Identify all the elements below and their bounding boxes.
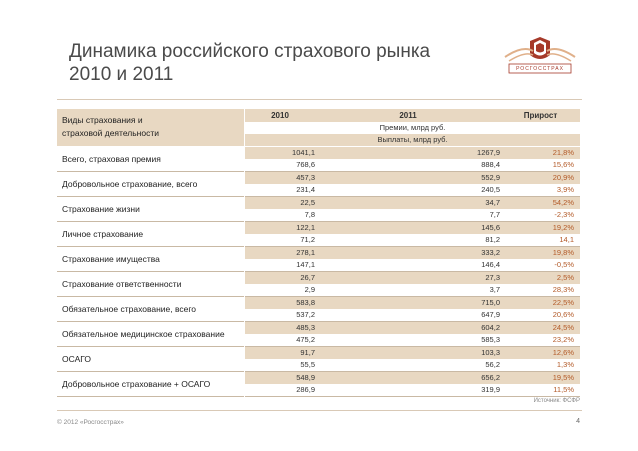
value-2010: 231,4 <box>296 185 315 194</box>
value-2010: 91,7 <box>300 348 315 357</box>
value-growth: -0,5% <box>554 260 574 269</box>
value-2010: 26,7 <box>300 273 315 282</box>
payments-subrow <box>245 384 580 397</box>
payments-subrow <box>245 309 580 322</box>
header-growth: Прирост <box>523 111 558 120</box>
value-2011: 27,3 <box>485 273 500 282</box>
value-2010: 475,2 <box>296 335 315 344</box>
row-label: Обязательное страхование, всего <box>57 297 244 322</box>
header-2011: 2011 <box>399 111 417 120</box>
value-2010: 1041,1 <box>292 148 315 157</box>
premiums-subrow <box>245 247 580 259</box>
row-label: Всего, страховая премия <box>57 147 244 172</box>
value-growth: 3,9% <box>556 185 574 194</box>
payments-subrow <box>245 334 580 347</box>
row-label: Страхование жизни <box>57 197 244 222</box>
table-row <box>57 347 580 372</box>
table-row <box>57 147 580 172</box>
value-growth: 20,6% <box>552 310 574 319</box>
header-left-line-1: Виды страхования и <box>62 115 143 125</box>
value-growth: 23,2% <box>552 335 574 344</box>
title-line-2: 2010 и 2011 <box>69 64 174 85</box>
subheader-premiums: Премии, млрд руб. <box>379 123 446 132</box>
value-2011: 56,2 <box>485 360 500 369</box>
value-2011: 146,4 <box>481 260 500 269</box>
value-growth: 1,3% <box>556 360 574 369</box>
value-growth: 14,1 <box>559 235 574 244</box>
value-2010: 71,2 <box>300 235 315 244</box>
page-number: 4 <box>576 418 580 425</box>
value-growth: 24,5% <box>552 323 574 332</box>
title-line-1: Динамика российского страхового рынка <box>69 41 431 62</box>
value-growth: 2,5% <box>556 273 574 282</box>
value-2011: 333,2 <box>481 248 500 257</box>
value-2011: 81,2 <box>485 235 500 244</box>
value-2010: 537,2 <box>296 310 315 319</box>
premiums-subrow <box>245 222 580 234</box>
row-label: Добровольное страхование, всего <box>57 172 244 197</box>
value-growth: 11,5% <box>553 385 574 394</box>
page-title <box>69 40 489 86</box>
value-2011: 656,2 <box>481 373 500 382</box>
value-2011: 103,3 <box>481 348 500 357</box>
value-2011: 34,7 <box>485 198 500 207</box>
table-row <box>57 172 580 197</box>
payments-subrow <box>245 159 580 172</box>
value-2010: 286,9 <box>296 385 315 394</box>
value-2010: 485,3 <box>296 323 315 332</box>
value-2011: 7,7 <box>489 210 500 219</box>
value-2010: 548,9 <box>296 373 315 382</box>
source-note: Источник: ФСФР <box>533 398 580 404</box>
value-2010: 147,1 <box>296 260 315 269</box>
top-divider <box>57 99 582 100</box>
value-2010: 2,9 <box>304 285 315 294</box>
payments-subrow <box>245 209 580 222</box>
value-2010: 457,3 <box>296 173 315 182</box>
row-label: Личное страхование <box>57 222 244 247</box>
value-2011: 604,2 <box>481 323 500 332</box>
value-2010: 122,1 <box>296 223 315 232</box>
premiums-subrow <box>245 147 580 159</box>
value-growth: 54,2% <box>552 198 574 207</box>
value-growth: 19,2% <box>552 223 574 232</box>
value-2011: 1267,9 <box>477 148 500 157</box>
value-2011: 145,6 <box>481 223 500 232</box>
payments-subrow <box>245 259 580 272</box>
value-growth: 28,3% <box>552 285 574 294</box>
header-insurance-types <box>57 109 244 146</box>
header-2010: 2010 <box>271 111 289 120</box>
table-row <box>57 297 580 322</box>
value-growth: 20,9% <box>552 173 574 182</box>
row-label: ОСАГО <box>57 347 244 372</box>
premiums-subrow <box>245 372 580 384</box>
header-left-line-2: страховой деятельности <box>62 128 159 138</box>
payments-subrow <box>245 359 580 372</box>
value-2011: 647,9 <box>481 310 500 319</box>
value-2010: 55,5 <box>300 360 315 369</box>
table-row <box>57 322 580 347</box>
value-growth: 12,6% <box>552 348 574 357</box>
value-growth: 19,8% <box>552 248 574 257</box>
table-row <box>57 222 580 247</box>
value-2011: 552,9 <box>481 173 500 182</box>
payments-subrow <box>245 234 580 247</box>
table-row <box>57 372 580 397</box>
value-growth: 15,6% <box>552 160 574 169</box>
header-values <box>245 109 580 146</box>
premiums-subrow <box>245 297 580 309</box>
row-label: Добровольное страхование + ОСАГО <box>57 372 244 397</box>
copyright-footer: © 2012 «Росгосстрах» <box>57 419 124 426</box>
value-2011: 585,3 <box>481 335 500 344</box>
premiums-subrow <box>245 197 580 209</box>
value-2011: 3,7 <box>489 285 500 294</box>
row-label: Страхование ответственности <box>57 272 244 297</box>
payments-subrow <box>245 284 580 297</box>
table-row <box>57 197 580 222</box>
logo-wordmark: РОСГОССТРАХ <box>516 66 564 72</box>
row-label: Страхование имущества <box>57 247 244 272</box>
value-growth: 21,8% <box>552 148 574 157</box>
payments-subrow <box>245 184 580 197</box>
row-label: Обязательное медицинское страхование <box>57 322 244 347</box>
subheader-payments: Выплаты, млрд руб. <box>377 135 448 144</box>
value-growth: -2,3% <box>554 210 574 219</box>
value-2010: 768,6 <box>296 160 315 169</box>
table-row <box>57 272 580 297</box>
value-2011: 319,9 <box>481 385 500 394</box>
value-2010: 278,1 <box>296 248 315 257</box>
value-2011: 715,0 <box>481 298 500 307</box>
premiums-subrow <box>245 272 580 284</box>
premiums-subrow <box>245 347 580 359</box>
value-growth: 22,5% <box>552 298 574 307</box>
rosgosstrakh-logo-icon <box>503 37 577 82</box>
bottom-divider <box>57 410 582 411</box>
value-2010: 7,8 <box>304 210 315 219</box>
value-2011: 240,5 <box>481 185 500 194</box>
value-2010: 583,8 <box>296 298 315 307</box>
value-2010: 22,5 <box>300 198 315 207</box>
premiums-subrow <box>245 172 580 184</box>
value-2011: 888,4 <box>481 160 500 169</box>
premiums-subrow <box>245 322 580 334</box>
table-row <box>57 247 580 272</box>
value-growth: 19,5% <box>552 373 574 382</box>
